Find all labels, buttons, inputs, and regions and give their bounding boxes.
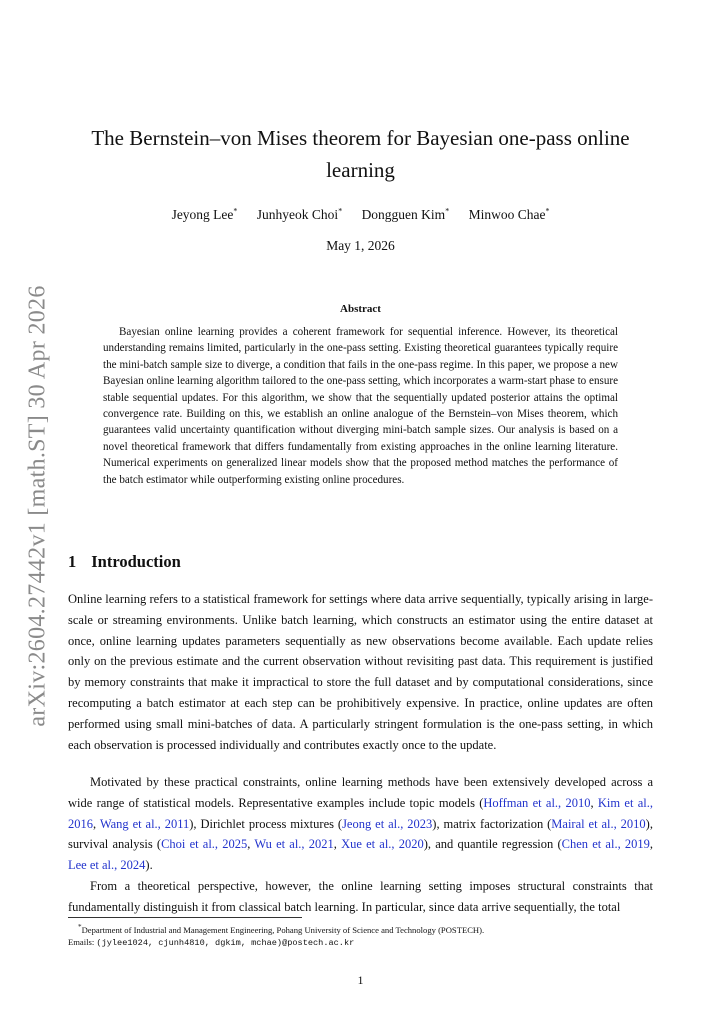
section-number: 1 [68,552,77,571]
citation-link[interactable]: Lee et al., 2024 [68,858,146,873]
author: Minwoo Chae* [468,206,550,222]
citation-link[interactable]: Choi et al., 2025 [161,837,248,852]
publication-date: May 1, 2026 [326,238,395,253]
footnote-affiliation: *Department of Industrial and Management Engineering, Pohang University of Science and Technology (POSTECH). [78,923,485,935]
email-list: (jylee1024, cjunh4810, dgkim, mchae)@postech.ac.kr [96,938,355,948]
paragraph-2: Motivated by these practical constraints, online learning methods have been extensively developed across a wide range of statistical models. Representative examples include topic models (Hoffman et al., 2010, Kim et al., 2016, Wang et al., 2011), Dirichlet process mixtures (Jeong et al., 2023), matrix factorization (Mairal et al., 2010), survival analysis (Choi et al., 2025, Wu et al., 2021, Xue et al., 2020), and quantile regression (Chen et al., 2019, Lee et al., 2024). [68,775,654,873]
footnote-rule [68,917,302,918]
section-heading [68,552,181,572]
paragraph-3: From a theoretical perspective, however, the online learning setting imposes structural constraints that fundamentally distinguish it from classical batch learning. In particular, since data arrive sequentially, the total [68,879,653,914]
abstract-text: Bayesian online learning provides a coherent framework for sequential inference. However, its theoretical understanding remains limited, particularly in the one-pass setting. Existing theoretical guarantees typically require the mini-batch sample size to diverge, a condition that fails in the one-pass regime. In this paper, we propose a new Bayesian online learning algorithm tailored to the one-pass setting, which incorporates a warm-start phase to ensure stable sequential updates. For this algorithm, we show that the sequentially updated posterior attains the optimal convergence rate. Building on this, we establish an online analogue of the Bernstein–von Mises theorem, which guarantees valid uncertainty quantification without diverging mini-batch sample sizes. Our analysis is based on a novel theoretical framework that differs fundamentally from existing approaches in the online learning literature. Numerical experiments on generalized linear models show that the proposed method matches the performance of the batch estimator while outperforming existing online procedures. [103,326,618,486]
citation-link[interactable]: Jeong et al., 2023 [342,816,433,831]
author: Dongguen Kim* [361,206,450,222]
citation-link[interactable]: Kim et al., 2016 [68,795,653,831]
paragraph-1: Online learning refers to a statistical framework for settings where data arrive sequentially, typically arising in large-scale or streaming environments. Unlike batch learning, which constructs an estimator using the entire dataset at once, online learning updates parameters sequentially as new observations become available. Each update relies only on the previous estimate and the current observation without revisiting past data. This requirement is justified by memory constraints that make it impractical to store the full dataset and by computational considerations, since recomputing a batch estimator at each step can be prohibitively expensive. In practice, online updates are often performed using small mini-batches of data. A particularly stringent formulation is the one-pass setting, in which each observation is processed individually and contributes exactly once to the update. [68,592,653,752]
citation-link[interactable]: Wang et al., 2011 [99,816,190,831]
page-number: 1 [357,973,364,987]
title-line-2: learning [326,158,395,182]
author-list [68,206,653,223]
citation-link[interactable]: Chen et al., 2019 [561,837,650,852]
arxiv-identifier: arXiv:2604.27442v1 [math.ST] 30 Apr 2026 [24,285,51,727]
footnote-emails: Emails: (jylee1024, cjunh4810, dgkim, mchae)@postech.ac.kr [68,937,355,948]
paper-title [68,122,653,186]
author: Junhyeok Choi* [256,206,343,222]
citation-link[interactable]: Mairal et al., 2010 [551,816,646,831]
abstract-heading: Abstract [340,303,381,315]
citation-link[interactable]: Wu et al., 2021 [254,837,334,852]
title-line-1: The Bernstein–von Mises theorem for Bayesian one-pass online [91,126,630,150]
section-title: Introduction [91,552,181,571]
citation-link[interactable]: Xue et al., 2020 [341,837,424,852]
citation-link[interactable]: Hoffman et al., 2010 [483,795,591,810]
author: Jeyong Lee* [171,206,238,222]
